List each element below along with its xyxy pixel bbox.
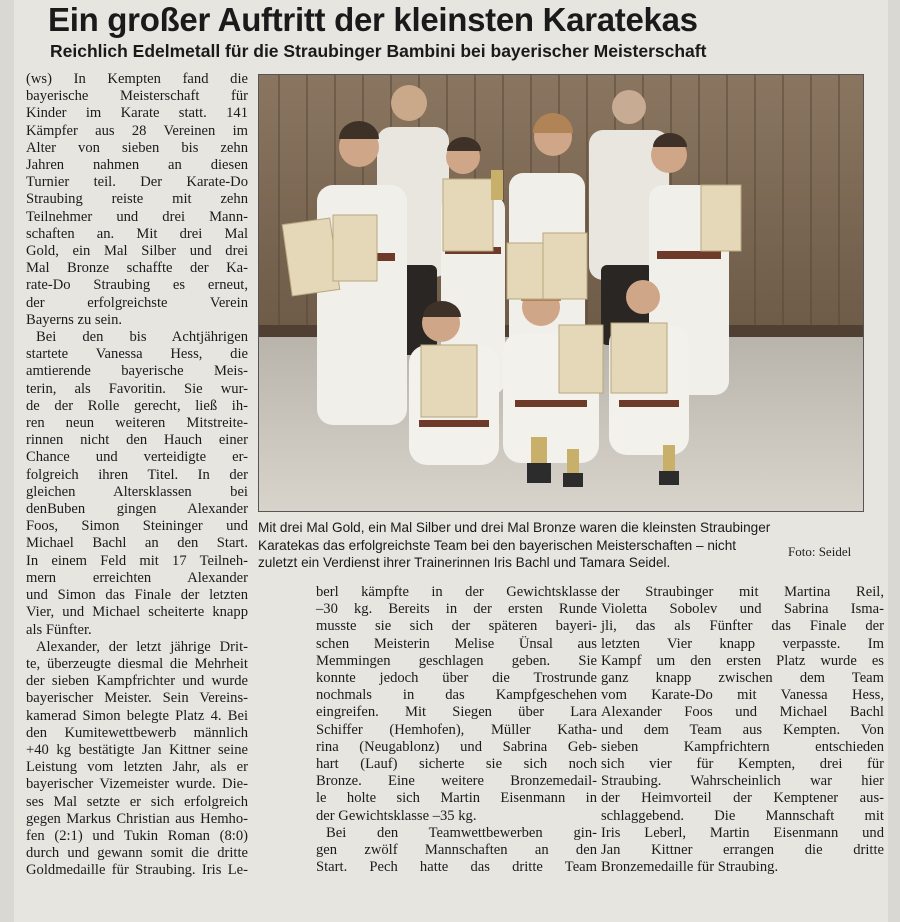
text-line: der erfolgreichste Verein [26, 294, 248, 311]
text-line: Iris Leberl, Martin Eisenmann und [601, 824, 884, 841]
text-line: Bronzemedaille für Straubing. [601, 859, 779, 876]
text-line: amtierende bayerische Meis- [26, 363, 248, 380]
text-line: der Straubinger mit Martina Reil, [601, 584, 884, 600]
text-line: gleichen Altersklassen bei [26, 483, 248, 500]
text-line: eingreifen. Mit Siegen über Lara [316, 704, 597, 721]
text-line: Goldmedaille für Straubing. Iris Le- [26, 862, 248, 879]
article-column-2 [316, 584, 597, 876]
text-line: (ws) In Kempten fand die [26, 71, 248, 87]
photo-caption [258, 519, 870, 572]
photo-credit: Foto: Seidel [788, 544, 852, 559]
text-line: Kinder im Karate statt. 141 [26, 105, 248, 122]
caption-line: zuletzt ein Verdienst ihrer Trainerinnen Iris Bachl und Tamara Seidel. [258, 555, 671, 570]
article-column-3 [601, 584, 884, 876]
text-line: In einem Feld mit 17 Teilneh- [26, 552, 248, 569]
text-line: jli, das als Fünfter das Finale der [601, 618, 884, 635]
text-line: schaften an. Mit drei Mal [26, 225, 248, 242]
text-line: te, überzeugte diesmal die Mehrheit [26, 655, 248, 672]
text-line: ren neun weiteren Mitstreite- [26, 415, 248, 432]
text-line: Start. Pech hatte das dritte Team [316, 859, 597, 876]
text-line: sieben Kampfrichtern entschieden [601, 738, 884, 755]
text-line: gegen Markus Christian aus Hemho- [26, 810, 248, 827]
text-line: Kampf um den ersten Platz wurde es [601, 652, 884, 669]
text-line: le holte sich Martin Eisenmann in [316, 790, 597, 807]
text-line: der sieben Kampfrichter und wurde [26, 673, 248, 690]
text-line: gen zwölf Mannschaften an den [316, 842, 597, 859]
text-line: Bei den bis Achtjährigen [36, 329, 248, 346]
text-line: Bei den Teamwettbewerben gin- [326, 824, 597, 841]
article-column-1 [26, 71, 248, 880]
text-line: Bronze. Eine weitere Bronzemedail- [316, 773, 597, 790]
text-line: terin, als Favoritin. Sie wur- [26, 380, 248, 397]
text-line: letzten Vier knapp verpasste. Im [601, 635, 884, 652]
text-line: bayerischer Vizemeister wurde. Die- [26, 776, 248, 793]
text-line: bayerischer Meister. Sein Vereins- [26, 690, 248, 707]
text-line: der Gewichtsklasse –35 kg. [316, 807, 477, 824]
text-line: Jan Kittner errangen die dritte [601, 842, 884, 859]
text-line: Schiffer (Hemhofen), Müller Katha- [316, 721, 597, 738]
text-line: fen (2:1) und Tukin Roman (8:0) [26, 827, 248, 844]
text-line: sich vier für Kempten, drei für [601, 756, 884, 773]
text-line: Mal Bronze schaffte der Ka- [26, 260, 248, 277]
text-line: Teilnehmer und drei Mann- [26, 208, 248, 225]
text-line: Straubing reiste mit zehn [26, 191, 248, 208]
text-line: Gold, ein Mal Silber und drei [26, 243, 248, 260]
text-line: startete Vanessa Hess, die [26, 346, 248, 363]
text-line: Jahren nahmen an diesen [26, 157, 248, 174]
text-line: Straubing. Wahrscheinlich war hier [601, 773, 884, 790]
text-line: Chance und verteidigte er- [26, 449, 248, 466]
text-line: denBuben gingen Alexander [26, 501, 248, 518]
text-line: schen Meisterin Melise Ünsal aus [316, 635, 597, 652]
text-line: Turnier teil. Der Karate-Do [26, 174, 248, 191]
text-line: schlaggebend. Die Mannschaft mit [601, 807, 884, 824]
text-line: berl kämpfte in der Gewichtsklasse [316, 584, 597, 600]
text-line: Vier, und Michael scheiterte knapp [26, 604, 248, 621]
text-line: Alexander Foos und Michael Bachl [601, 704, 884, 721]
text-line: mern erreichten Alexander [26, 569, 248, 586]
text-line: +40 kg bestätigte Jan Kittner seine [26, 741, 248, 758]
text-line: Alter von sieben bis zehn [26, 139, 248, 156]
text-line: bayerische Meisterschaft für [26, 88, 248, 105]
text-line: als Fünfter. [26, 621, 92, 638]
article-headline: Ein großer Auftritt der kleinsten Karatekas [48, 1, 698, 38]
team-photo-illustration [259, 75, 863, 511]
text-line: Michael Bachl an den Start. [26, 535, 248, 552]
text-line: folgreich ihren Titel. In der [26, 466, 248, 483]
text-line: Bayerns zu sein. [26, 311, 123, 328]
text-line: nochmals in das Kampfgeschehen [316, 687, 597, 704]
text-line: konnte jedoch über die Trostrunde [316, 670, 597, 687]
text-line: Foos, Simon Steininger und [26, 518, 248, 535]
text-line: Kämpfer aus 28 Vereinen im [26, 122, 248, 139]
text-line: rina (Neugablonz) und Sabrina Geb- [316, 738, 597, 755]
caption-line: Karatekas das erfolgreichste Team bei den bayerischen Meisterschaften – nicht [258, 537, 737, 553]
text-line: den Kumitewettbewerb männlich [26, 724, 248, 741]
text-line: durch und gewann somit die dritte [26, 845, 248, 862]
caption-line: Mit drei Mal Gold, ein Mal Silber und drei Mal Bronze waren die kleinsten Straubinger [258, 520, 771, 535]
text-line: Alexander, der letzt jährige Drit- [36, 638, 248, 655]
text-line: rate-Do Straubing es erneut, [26, 277, 248, 294]
text-line: –30 kg. Bereits in der ersten Runde [316, 601, 597, 618]
text-line: Memmingen geschlagen geben. Sie [316, 652, 597, 669]
text-line: und dem Team aus Kempten. Von [601, 721, 884, 738]
text-line: ses Mal setzte er sich erfolgreich [26, 793, 248, 810]
team-photo [258, 74, 864, 512]
text-line: de der Rolle gerecht, ließ ih- [26, 397, 248, 414]
text-line: Leistung vom letzten Jahr, als er [26, 759, 248, 776]
text-line: vom Karate-Do mit Vanessa Hess, [601, 687, 884, 704]
text-line: ganz knapp zwischen dem Team [601, 670, 884, 687]
text-line: hart (Lauf) sicherte sie sich noch [316, 756, 597, 773]
article-subheadline: Reichlich Edelmetall für die Straubinger Bambini bei bayerischer Meisterschaft [50, 41, 707, 61]
text-line: Violetta Sobolev und Sabrina Isma- [601, 601, 884, 618]
text-line: musste sie sich der späteren bayeri- [316, 618, 597, 635]
text-line: rinnen nicht den Hauch einer [26, 432, 248, 449]
text-line: und Simon das Finale der letzten [26, 587, 248, 604]
text-line: der Heimvorteil der Kemptener aus- [601, 790, 884, 807]
text-line: kamerad Simon belegte Platz 4. Bei [26, 707, 248, 724]
